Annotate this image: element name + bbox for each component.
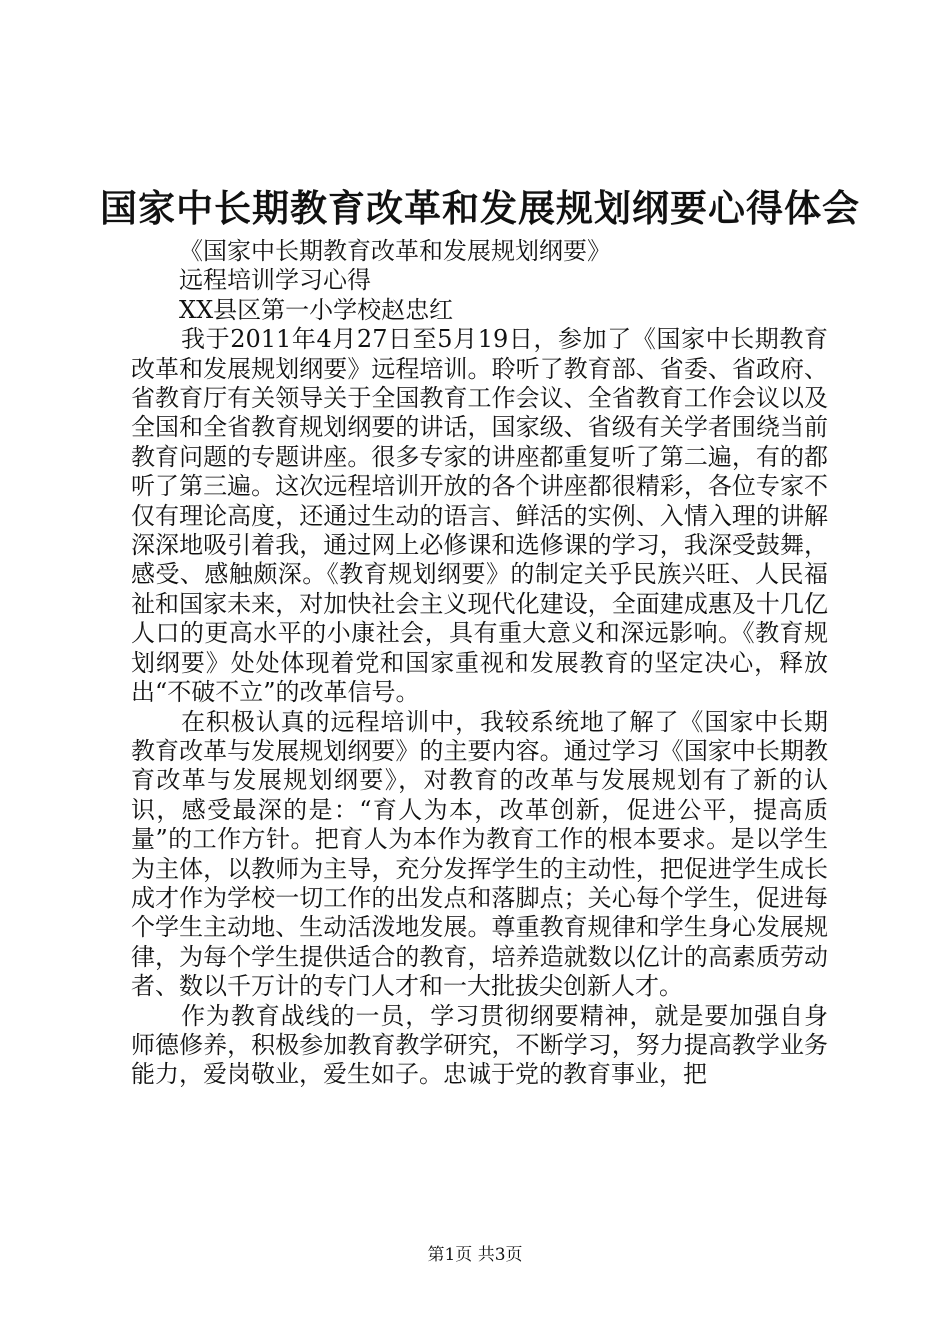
subtitle-line: 《国家中长期教育改革和发展规划纲要》 [179, 237, 611, 265]
document-body [131, 237, 828, 1090]
document-title: 国家中长期教育改革和发展规划纲要心得体会 [100, 186, 860, 230]
paragraph: 在积极认真的远程培训中，我较系统地了解了《国家中长期教育改革与发展规划纲要》的主要内容。通过学习《国家中长期教育改革与发展规划纲要》，对教育的改革与发展规划有了新的认识，感受最深的是：“育人为本，改革创新，促进公平，提高质量”的工作方针。把育人为本作为教育工作的根本要求。是以学生为主体，以教师为主导，充分发挥学生的主动性，把促进学生成长成才作为学校一切工作的出发点和落脚点；关心每个学生，促进每个学生主动地、生动活泼地发展。尊重教育规律和学生身心发展规律，为每个学生提供适合的教育，培养造就数以亿计的高素质劳动者、数以千万计的专门人才和一大批拔尖创新人才。 [131, 707, 828, 1001]
author-line: XX县区第一小学校赵忠红 [179, 295, 454, 324]
page-number-footer: 第1页 共3页 [427, 1245, 523, 1265]
paragraph: 作为教育战线的一员，学习贯彻纲要精神，就是要加强自身师德修养，积极参加教育教学研究，不断学习，努力提高教学业务能力，爱岗敬业，爱生如子。忠诚于党的教育事业，把 [131, 1001, 828, 1089]
subtitle-line: 远程培训学习心得 [179, 266, 371, 295]
paragraph: 我于2011年4月27日至5月19日，参加了《国家中长期教育改革和发展规划纲要》远程培训。聆听了教育部、省委、省政府、省教育厅有关领导关于全国教育工作会议、全省教育工作会议以及全国和全省教育规划纲要的讲话，国家级、省级有关学者围绕当前教育问题的专题讲座。很多专家的讲座都重复听了第二遍，有的都听了第三遍。这次远程培训开放的各个讲座都很精彩，各位专家不仅有理论高度，还通过生动的语言、鲜活的实例、入情入理的讲解深深地吸引着我，通过网上必修课和选修课的学习，我深受鼓舞，感受、感触颇深。《教育规划纲要》的制定关乎民族兴旺、人民福祉和国家未来，对加快社会主义现代化建设，全面建成惠及十几亿人口的更高水平的小康社会，具有重大意义和深远影响。《教育规划纲要》处处体现着党和国家重视和发展教育的坚定决心，释放出“不破不立”的改革信号。 [131, 325, 828, 707]
